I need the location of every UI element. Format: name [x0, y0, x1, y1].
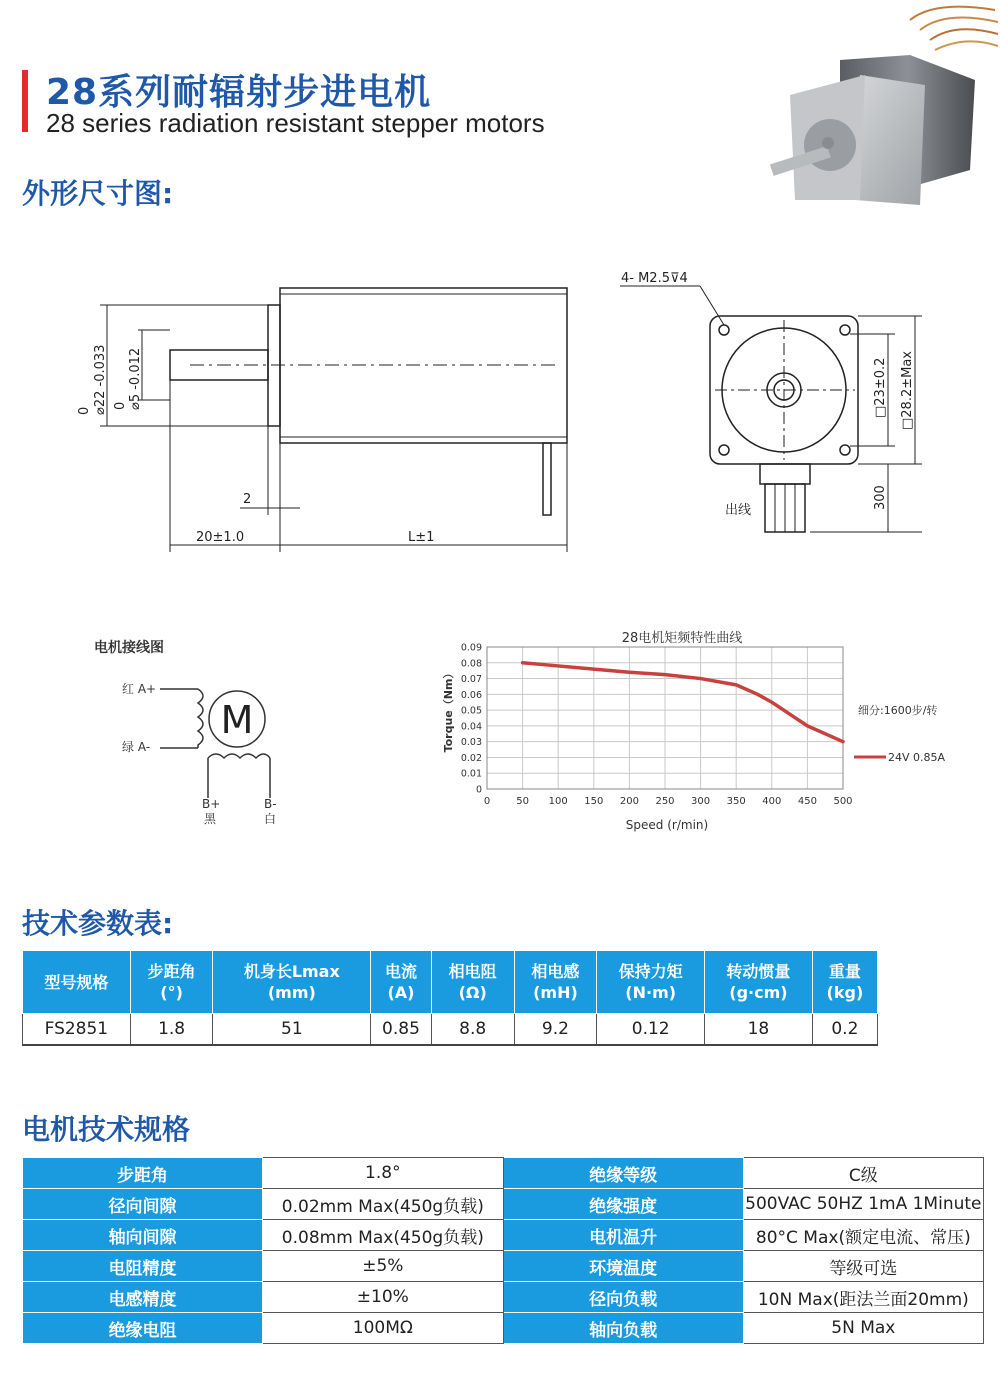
dim-body-length: L±1: [408, 530, 435, 545]
spec-label: 电感精度: [23, 1282, 263, 1313]
wiring-diagram: [80, 630, 310, 830]
wire-a-plus: 红 A+: [122, 682, 157, 696]
table-header-cell: 重量 (kg): [812, 951, 877, 1014]
table-row: [23, 1189, 984, 1220]
title-accent-bar: [22, 70, 28, 132]
wire-b-plus-color: 黑: [204, 812, 217, 826]
table-cell: 0.85: [371, 1014, 432, 1046]
table-cell: FS2851: [23, 1014, 131, 1046]
chart-y-tick-label: 0.02: [460, 752, 482, 764]
lead-label: 出线: [725, 503, 752, 518]
chart-xlabel: Speed (r/min): [625, 818, 709, 832]
spec-label: 轴向间隙: [23, 1220, 263, 1251]
chart-y-tick-label: 0: [475, 784, 482, 796]
table-header-cell: 转动惯量 (g·cm): [705, 951, 813, 1014]
wire-b-minus: B-: [264, 797, 277, 811]
specs-table: [22, 1157, 984, 1344]
section-heading-specs: 电机技术规格: [22, 1113, 191, 1146]
chart-x-tick-label: 0: [483, 796, 491, 807]
spec-label: 径向间隙: [23, 1189, 263, 1220]
spec-value: 80°C Max(额定电流、常压): [743, 1220, 983, 1251]
page-subtitle: 28 series radiation resistant stepper motors: [46, 108, 545, 138]
table-row: [23, 1282, 984, 1313]
spec-label: 电机温升: [503, 1220, 743, 1251]
spec-label: 绝缘电阻: [23, 1313, 263, 1344]
chart-x-tick-label: 350: [726, 796, 746, 807]
spec-label: 绝缘强度: [503, 1189, 743, 1220]
chart-x-tick-label: 100: [548, 796, 568, 807]
tech-params-header-row: [23, 951, 878, 1014]
table-header-cell: 机身长Lmax (mm): [213, 951, 371, 1014]
dim-thread: 4- M2.5⊽4: [621, 271, 688, 286]
dim-2: 2: [243, 492, 252, 507]
torque-speed-chart: [430, 625, 970, 840]
table-cell: 0.12: [597, 1014, 705, 1046]
wire-b-plus: B+: [202, 797, 221, 811]
spec-value: 0.02mm Max(450g负载): [263, 1189, 503, 1220]
spec-value: 0.08mm Max(450g负载): [263, 1220, 503, 1251]
chart-series-line: [523, 663, 843, 742]
section-heading-tech-params: 技术参数表:: [22, 907, 174, 940]
table-cell: 51: [213, 1014, 371, 1046]
chart-y-tick-label: 0.05: [460, 705, 482, 717]
chart-title: 28电机矩频特性曲线: [621, 631, 743, 646]
spec-value: 10N Max(距法兰面20mm): [743, 1282, 983, 1313]
chart-y-tick-label: 0.07: [460, 674, 482, 686]
chart-y-tick-label: 0.09: [460, 642, 482, 654]
dim-shaft-length: 20±1.0: [196, 530, 245, 545]
wire-a-minus: 绿 A-: [122, 740, 151, 754]
chart-y-tick-label: 0.06: [460, 689, 482, 701]
spec-value: 500VAC 50HZ 1mA 1Minute: [743, 1189, 983, 1220]
dim-flange-dia: ⌀22 -0.033: [93, 344, 108, 415]
spec-value: C级: [743, 1158, 983, 1189]
table-cell: 1.8: [130, 1014, 213, 1046]
chart-x-tick-label: 50: [516, 796, 529, 807]
chart-note: 细分:1600步/转: [858, 704, 938, 717]
dim-pilot: □23±0.2: [873, 357, 888, 418]
table-header-cell: 相电阻 (Ω): [431, 951, 514, 1014]
chart-x-tick-label: 450: [797, 796, 817, 807]
chart-y-tick-label: 0.08: [460, 658, 482, 670]
table-header-cell: 电流 (A): [371, 951, 432, 1014]
table-cell: 8.8: [431, 1014, 514, 1046]
wire-b-minus-color: 白: [264, 812, 277, 826]
table-header-cell: 型号规格: [23, 951, 131, 1014]
table-cell: 18: [705, 1014, 813, 1046]
spec-value: 1.8°: [263, 1158, 503, 1189]
table-header-cell: 相电感 (mH): [514, 951, 597, 1014]
chart-x-tick-label: 500: [833, 796, 853, 807]
dim-square: □28.2±Max: [900, 351, 915, 430]
dimension-drawing: [60, 270, 940, 560]
wiring-title: 电机接线图: [94, 640, 164, 656]
spec-value: ±5%: [263, 1251, 503, 1282]
dim-shaft-dia: ⌀5 -0.012: [128, 347, 143, 410]
table-row: [23, 1313, 984, 1344]
chart-x-tick-label: 250: [655, 796, 675, 807]
motor-symbol: M: [220, 698, 254, 742]
table-row: [23, 1220, 984, 1251]
spec-value: ±10%: [263, 1282, 503, 1313]
dim-flange-dia-tol: 0: [77, 406, 92, 415]
spec-label: 径向负载: [503, 1282, 743, 1313]
chart-y-tick-label: 0.04: [460, 721, 482, 733]
spec-label: 环境温度: [503, 1251, 743, 1282]
table-header-cell: 保持力矩 (N·m): [597, 951, 705, 1014]
table-cell: 9.2: [514, 1014, 597, 1046]
table-cell: 0.2: [812, 1014, 877, 1046]
spec-value: 5N Max: [743, 1313, 983, 1344]
chart-y-tick-label: 0.03: [460, 737, 482, 749]
table-row: [23, 1014, 878, 1046]
spec-value: 100MΩ: [263, 1313, 503, 1344]
spec-label: 绝缘等级: [503, 1158, 743, 1189]
table-row: [23, 1251, 984, 1282]
dim-lead-length: 300: [873, 485, 888, 510]
chart-x-tick-label: 200: [619, 796, 639, 807]
tech-params-table: [22, 950, 878, 1046]
chart-x-tick-label: 400: [762, 796, 782, 807]
spec-label: 轴向负载: [503, 1313, 743, 1344]
chart-x-tick-label: 150: [584, 796, 604, 807]
chart-ylabel: Torque（Nm）: [442, 667, 455, 753]
spec-label: 步距角: [23, 1158, 263, 1189]
motor-photo: [760, 0, 1000, 235]
spec-value: 等级可选: [743, 1251, 983, 1282]
page-title: 28系列耐辐射步进电机: [46, 72, 432, 113]
chart-x-tick-label: 300: [691, 796, 711, 807]
dim-shaft-dia-tol: 0: [113, 401, 128, 410]
table-row: [23, 1158, 984, 1189]
chart-legend-label: 24V 0.85A: [888, 751, 946, 764]
spec-label: 电阻精度: [23, 1251, 263, 1282]
table-header-cell: 步距角 (°): [130, 951, 213, 1014]
section-heading-dimensions: 外形尺寸图:: [22, 177, 174, 210]
chart-y-tick-label: 0.01: [460, 768, 482, 780]
